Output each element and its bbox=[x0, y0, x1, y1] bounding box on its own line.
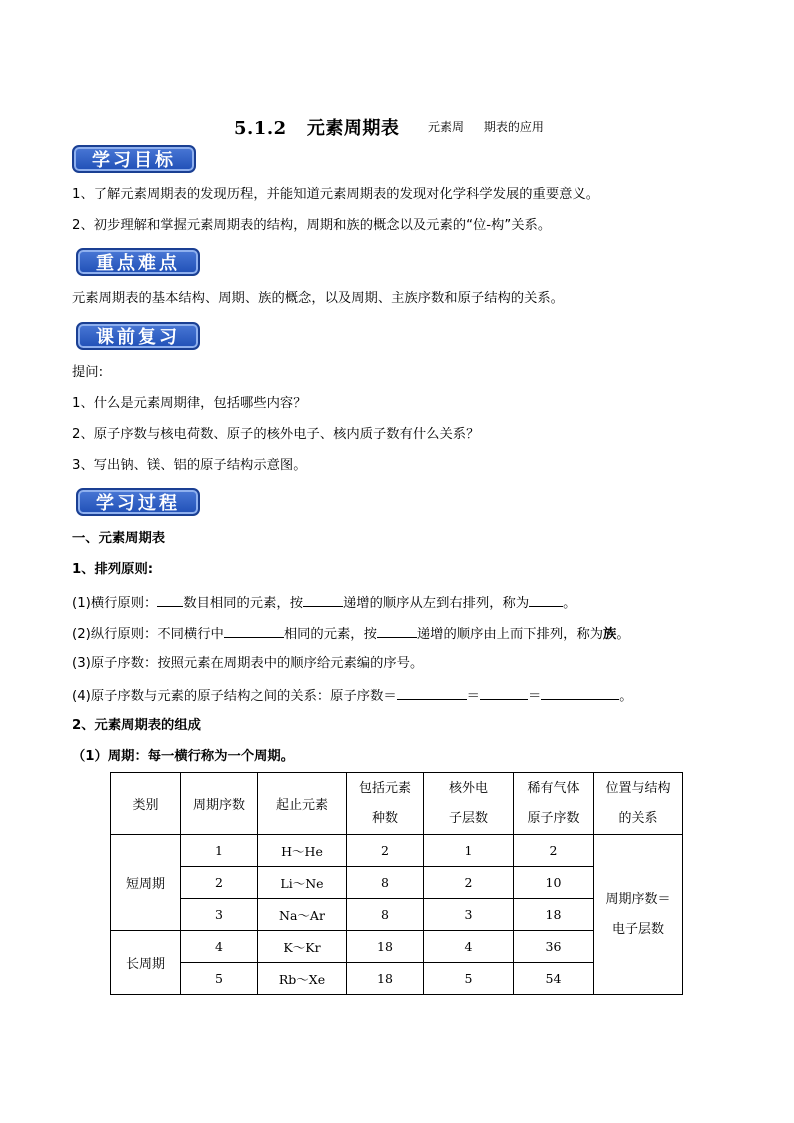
objective-1: 1、了解元素周期表的发现历程，并能知道元素周期表的发现对化学科学发展的重要意义。 bbox=[72, 187, 600, 202]
rule-1-part-a: (1)横行原则： bbox=[72, 596, 158, 611]
cell-range: Rb～Xe bbox=[258, 963, 347, 995]
cell-noble: 54 bbox=[514, 963, 594, 995]
blank-field bbox=[303, 593, 343, 607]
rule-4-part-b: ＝ bbox=[466, 689, 480, 704]
table-header-row bbox=[111, 773, 683, 835]
header-range: 起止元素 bbox=[258, 773, 347, 835]
cell-count: 2 bbox=[347, 835, 424, 867]
key-points-text: 元素周期表的基本结构、周期、族的概念，以及周期、主族序数和原子结构的关系。 bbox=[72, 291, 564, 306]
heading-periodic-table: 一、元素周期表 bbox=[72, 531, 166, 546]
blank-field bbox=[529, 593, 563, 607]
header-relation-line-1: 位置与结构 bbox=[605, 780, 671, 796]
cell-count: 8 bbox=[347, 867, 424, 899]
heading-period: （1）周期：每一横行称为一个周期。 bbox=[72, 749, 295, 764]
period-table bbox=[110, 772, 683, 995]
rule-4-part-c: ＝ bbox=[527, 689, 542, 704]
heading-composition: 2、元素周期表的组成 bbox=[72, 718, 201, 733]
cell-range: Na～Ar bbox=[258, 899, 347, 931]
heading-arrangement: 1、排列原则: bbox=[72, 562, 154, 577]
blank-field bbox=[157, 593, 183, 607]
section-number: 5.1.2 bbox=[234, 118, 287, 139]
review-question-3: 3、写出钠、镁、铝的原子结构示意图。 bbox=[72, 458, 307, 473]
header-period-no: 周期序数 bbox=[181, 773, 258, 835]
group-long-period: 长周期 bbox=[111, 931, 181, 995]
blank-field bbox=[224, 624, 284, 638]
header-shells bbox=[424, 773, 514, 835]
blank-field bbox=[397, 686, 467, 700]
cell-period: 3 bbox=[181, 899, 258, 931]
rule-4-part-d: 。 bbox=[619, 689, 633, 704]
blank-field bbox=[480, 686, 528, 700]
cell-range: K～Kr bbox=[258, 931, 347, 963]
rule-2-part-e: 。 bbox=[616, 627, 630, 642]
rule-2 bbox=[72, 624, 630, 644]
header-count bbox=[347, 773, 424, 835]
cell-count: 8 bbox=[347, 899, 424, 931]
rule-2-part-c: 递增的顺序由上而下排列，称为 bbox=[416, 627, 604, 642]
table-row bbox=[111, 835, 683, 867]
header-count-line-2: 种数 bbox=[371, 810, 398, 826]
relation-line-2: 电子层数 bbox=[611, 921, 664, 937]
header-noble bbox=[514, 773, 594, 835]
cell-shells: 2 bbox=[424, 867, 514, 899]
relation-line-1: 周期序数＝ bbox=[605, 891, 671, 907]
key-points-badge: 重点难点 bbox=[76, 248, 200, 276]
header-relation-line-2: 的关系 bbox=[618, 810, 658, 826]
cell-count: 18 bbox=[347, 963, 424, 995]
cell-noble: 18 bbox=[514, 899, 594, 931]
page-title bbox=[234, 114, 399, 140]
rule-4 bbox=[72, 686, 633, 706]
rule-1-part-d: 。 bbox=[563, 596, 577, 611]
cell-count: 18 bbox=[347, 931, 424, 963]
cell-period: 2 bbox=[181, 867, 258, 899]
relation-cell bbox=[594, 835, 683, 995]
cell-shells: 5 bbox=[424, 963, 514, 995]
title-text: 元素周期表 bbox=[306, 118, 400, 139]
header-noble-line-2: 原子序数 bbox=[527, 810, 580, 826]
cell-shells: 1 bbox=[424, 835, 514, 867]
rule-2-part-d: 族 bbox=[603, 627, 617, 642]
cell-shells: 4 bbox=[424, 931, 514, 963]
cell-period: 1 bbox=[181, 835, 258, 867]
cell-period: 4 bbox=[181, 931, 258, 963]
rule-2-part-b: 相同的元素，按 bbox=[283, 627, 377, 642]
objective-2: 2、初步理解和掌握元素周期表的结构，周期和族的概念以及元素的“位-构”关系。 bbox=[72, 218, 552, 233]
blank-field bbox=[377, 624, 417, 638]
rule-4-part-a: (4)原子序数与元素的原子结构之间的关系：原子序数＝ bbox=[72, 689, 397, 704]
header-category: 类别 bbox=[111, 773, 181, 835]
cell-period: 5 bbox=[181, 963, 258, 995]
blank-field bbox=[541, 686, 619, 700]
rule-2-part-a: (2)纵行原则：不同横行中 bbox=[72, 627, 224, 642]
review-badge: 课前复习 bbox=[76, 322, 200, 350]
objectives-badge: 学习目标 bbox=[72, 145, 196, 173]
rule-1-part-b: 数目相同的元素，按 bbox=[183, 596, 303, 611]
header-count-line-1: 包括元素 bbox=[358, 780, 411, 796]
cell-shells: 3 bbox=[424, 899, 514, 931]
header-shells-line-1: 核外电 bbox=[448, 780, 488, 796]
cell-noble: 36 bbox=[514, 931, 594, 963]
cell-range: Li～Ne bbox=[258, 867, 347, 899]
header-relation bbox=[594, 773, 683, 835]
subtitle: 元素周 期表的应用 bbox=[428, 120, 544, 134]
review-question-2: 2、原子序数与核电荷数、原子的核外电子、核内质子数有什么关系？ bbox=[72, 427, 480, 442]
review-question-1: 1、什么是元素周期律，包括哪些内容？ bbox=[72, 396, 307, 411]
group-short-period: 短周期 bbox=[111, 835, 181, 931]
review-prompt: 提问: bbox=[72, 365, 104, 380]
rule-3: (3)原子序数：按照元素在周期表中的顺序给元素编的序号。 bbox=[72, 656, 424, 671]
header-noble-line-1: 稀有气体 bbox=[527, 780, 580, 796]
header-shells-line-2: 子层数 bbox=[448, 810, 488, 826]
title-row bbox=[0, 114, 794, 138]
rule-1 bbox=[72, 593, 576, 613]
rule-1-part-c: 递增的顺序从左到右排列，称为 bbox=[343, 596, 530, 611]
cell-noble: 2 bbox=[514, 835, 594, 867]
cell-noble: 10 bbox=[514, 867, 594, 899]
cell-range: H～He bbox=[258, 835, 347, 867]
process-badge: 学习过程 bbox=[76, 488, 200, 516]
